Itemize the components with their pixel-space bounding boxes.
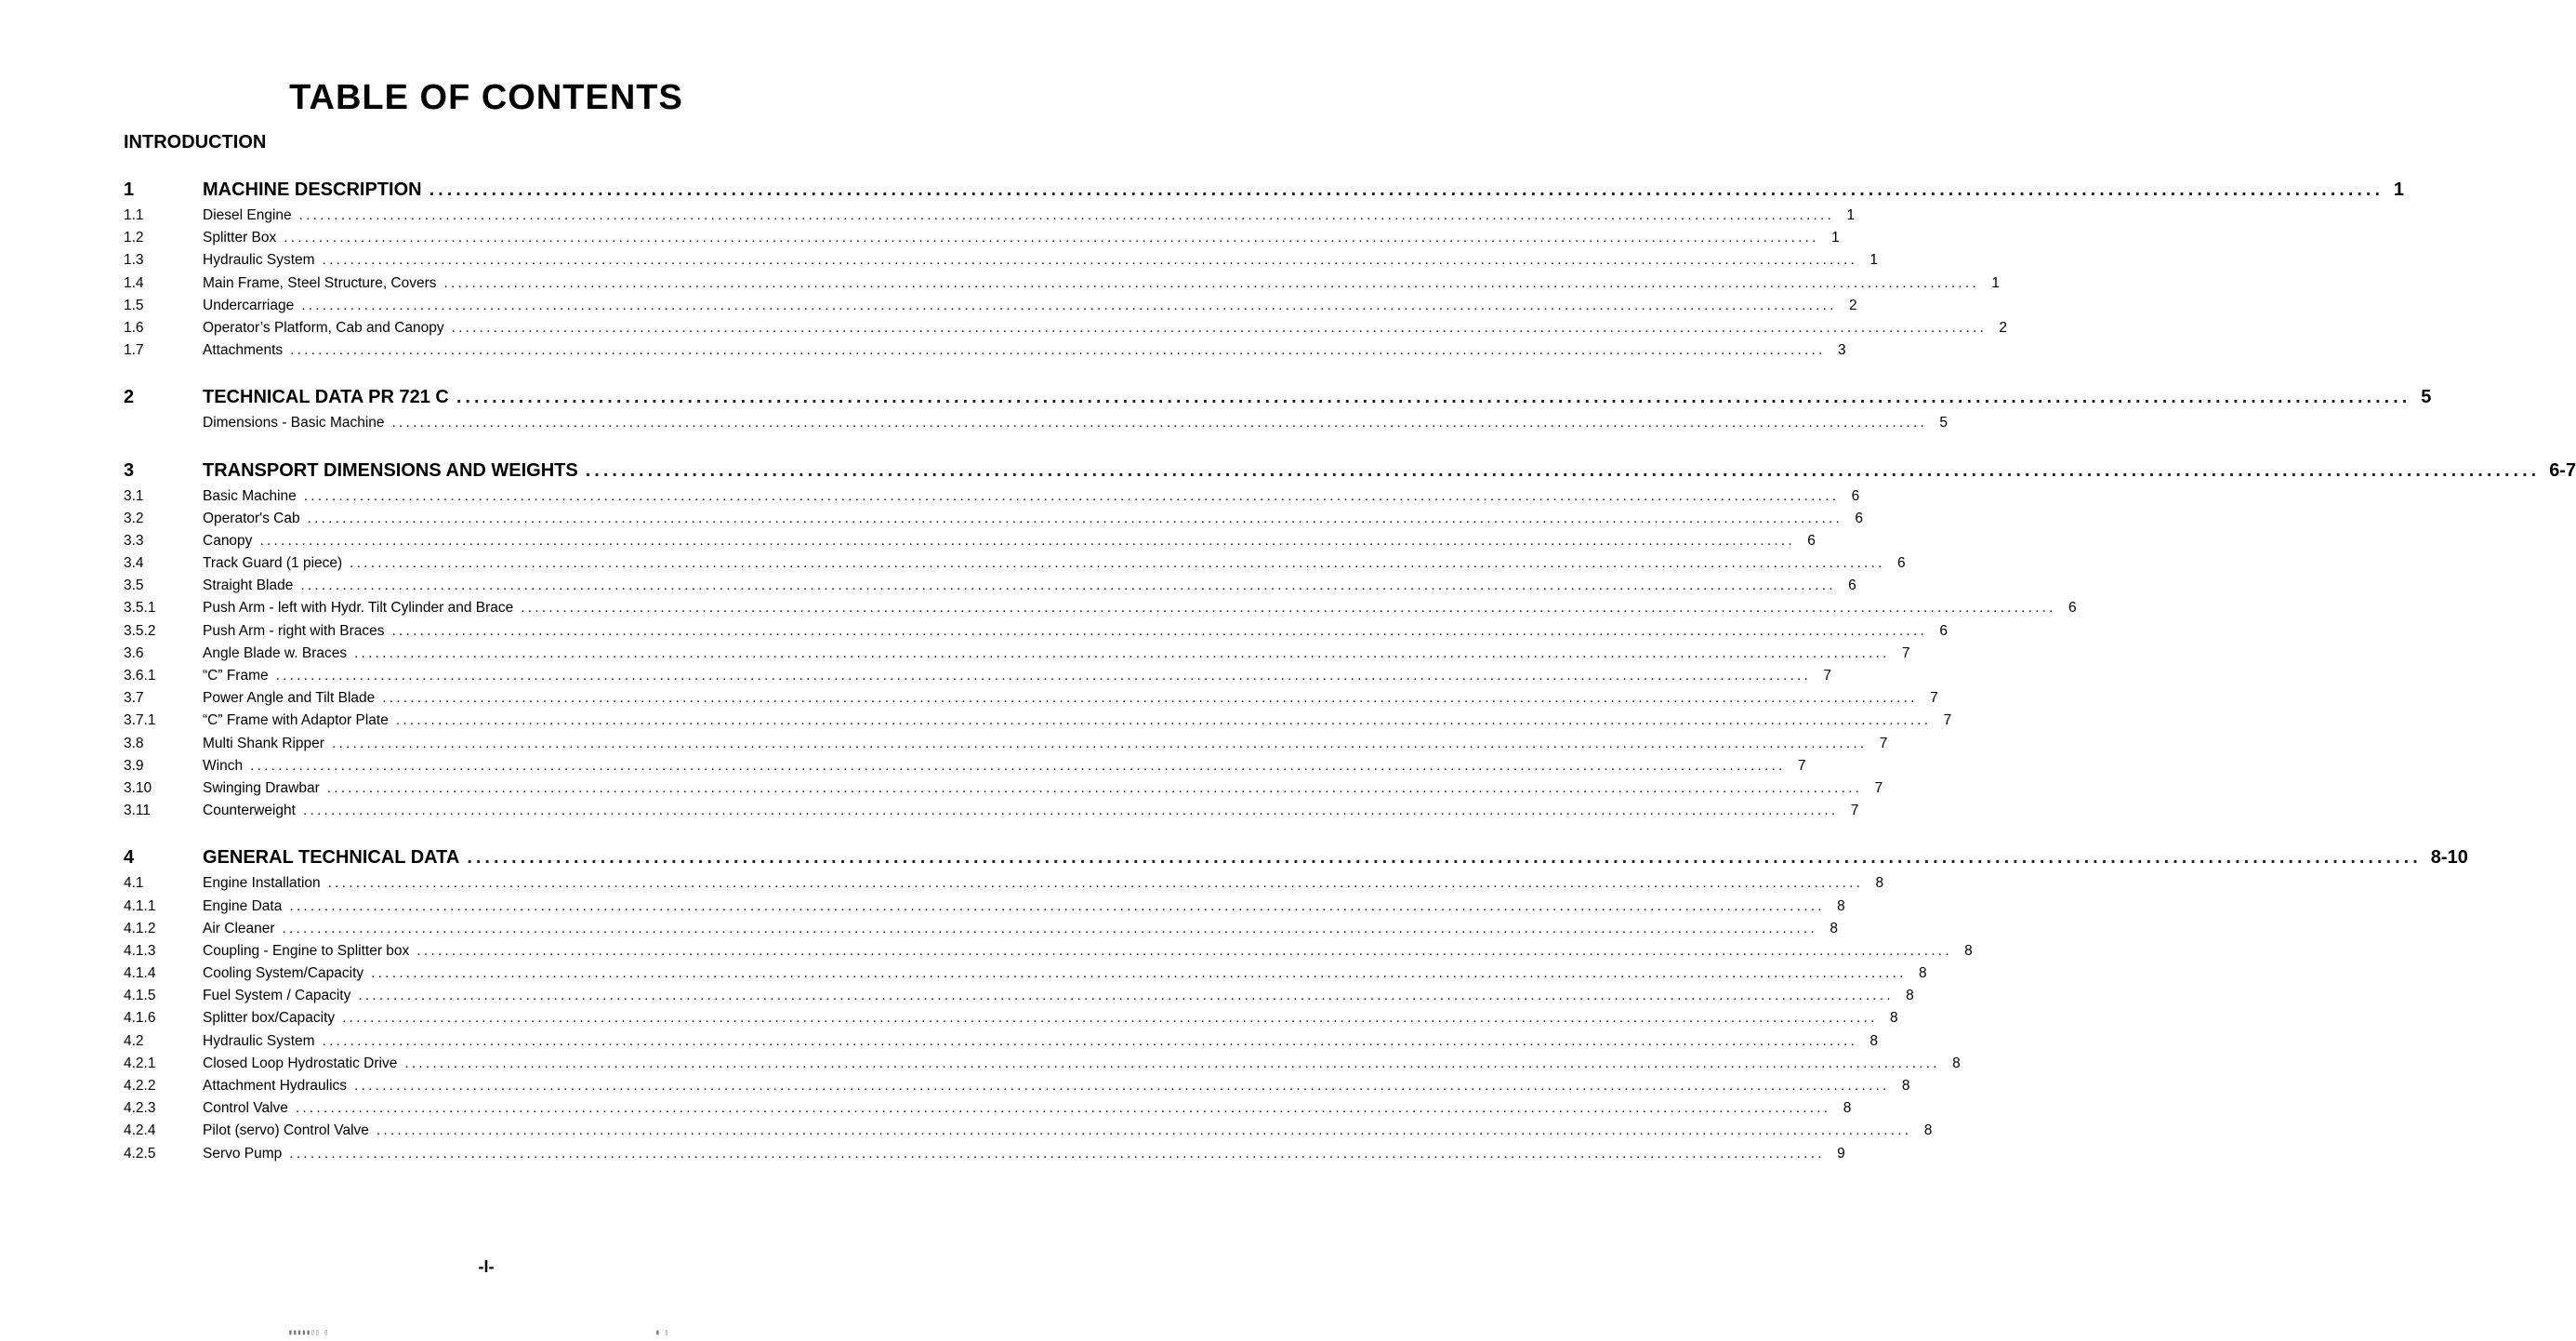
- dot-leader: ............................................................................................................................................................................................................................: [416, 942, 1952, 959]
- section-heading: [124, 843, 2468, 872]
- toc-entry-title: Winch: [203, 757, 244, 774]
- dot-leader: ............................................................................................................................................................................................................................: [354, 1078, 1890, 1094]
- toc-entry-title: Angle Blade w. Braces: [203, 644, 348, 661]
- section-heading-number: 3: [124, 459, 135, 481]
- dot-leader: ............................................................................................................................................................................................................................: [521, 600, 2056, 617]
- toc-entry: [124, 249, 1879, 272]
- toc-entry: [124, 918, 1838, 940]
- toc-entry-title: Push Arm - right with Braces: [203, 622, 385, 639]
- dot-leader: ............................................................................................................................................................................................................................: [275, 668, 1812, 684]
- dot-leader: ............................................................................................................................................................................................................................: [331, 735, 1868, 751]
- toc-entry-page: 8: [1964, 942, 1973, 959]
- toc-entry-number: 4.1.6: [124, 1010, 156, 1027]
- toc-entry-number: 4.1.4: [124, 965, 156, 982]
- toc-entry-page: 1: [1869, 252, 1879, 269]
- toc-entry: [124, 1143, 1845, 1165]
- dot-leader: ............................................................................................................................................................................................................................: [282, 920, 1817, 936]
- dot-leader: ............................................................................................................................................................................................................................: [326, 779, 1863, 796]
- dot-leader: ............................................................................................................................................................................................................................: [342, 1010, 1878, 1027]
- toc-entry: [124, 508, 1864, 530]
- toc-entry-number: 4.2.2: [124, 1078, 156, 1094]
- toc-entry: [124, 227, 1840, 249]
- dot-leader: ............................................................................................................................................................................................................................: [585, 459, 2541, 481]
- toc-entry: [124, 485, 1860, 508]
- toc-entry-number: 1.3: [124, 252, 144, 269]
- toc-entry: [124, 710, 1952, 732]
- toc-section: [124, 456, 2576, 823]
- dot-leader: ............................................................................................................................................................................................................................: [300, 578, 1836, 594]
- dot-leader: ............................................................................................................................................................................................................................: [456, 387, 2411, 408]
- toc-entry: [124, 412, 1948, 434]
- toc-entry-page: 8: [1837, 897, 1845, 914]
- toc-entry-page: 3: [1837, 342, 1846, 359]
- toc-entry-title: Pilot (servo) Control Valve: [203, 1122, 369, 1139]
- toc-entry-page: 8: [1918, 965, 1927, 982]
- toc-entry: [124, 872, 1884, 895]
- toc-entry-title: Engine Data: [203, 897, 283, 914]
- toc-section: [124, 175, 2405, 362]
- toc-entry-title: Canopy: [203, 532, 253, 549]
- dot-leader: ............................................................................................................................................................................................................................: [322, 252, 1858, 269]
- page-title: TABLE OF CONTENTS: [289, 78, 683, 117]
- toc-entry-number: 1.5: [124, 297, 144, 313]
- toc-entry-page: 8: [1889, 1010, 1898, 1027]
- toc-entry-title: Multi Shank Ripper: [203, 735, 324, 751]
- toc-entry-number: 3.8: [124, 735, 144, 751]
- toc-entry-title: Undercarriage: [203, 297, 295, 313]
- toc-entry-page: 8: [1952, 1055, 1961, 1071]
- dot-leader: ............................................................................................................................................................................................................................: [382, 690, 1918, 707]
- toc-entry-title: Attachment Hydraulics: [203, 1078, 348, 1094]
- toc-entry-number: 4.1.3: [124, 942, 156, 959]
- toc-entry: [124, 896, 1845, 918]
- toc-entry-page: 8: [1830, 920, 1838, 936]
- section-heading-title: GENERAL TECHNICAL DATA: [203, 847, 460, 869]
- toc-entry-title: Hydraulic System: [203, 1032, 315, 1049]
- toc-entry-page: 7: [1901, 644, 1910, 661]
- toc-entry-page: 7: [1943, 712, 1952, 729]
- toc-entry: [124, 552, 1906, 575]
- introduction-heading: INTRODUCTION: [124, 132, 267, 153]
- dot-leader: ............................................................................................................................................................................................................................: [327, 875, 1864, 892]
- toc-entry-title: Operator's Cab: [203, 510, 300, 526]
- toc-entry-number: 1.2: [124, 230, 144, 246]
- toc-entry-page: 6: [1807, 532, 1816, 549]
- toc-entry-title: Servo Pump: [203, 1145, 283, 1162]
- toc-entry: [124, 597, 2077, 619]
- toc-entry-page: 6: [2068, 600, 2077, 617]
- toc-entry-page: 1: [1846, 207, 1856, 223]
- dot-leader: ............................................................................................................................................................................................................................: [290, 342, 1826, 359]
- toc-entry-page: 2: [1999, 319, 2008, 336]
- toc-entry-number: 3.1: [124, 487, 144, 504]
- toc-entry: [124, 755, 1806, 777]
- toc-section: [124, 382, 2432, 434]
- toc-entry-page: 6: [1855, 510, 1864, 526]
- toc-entry: [124, 1075, 1910, 1097]
- toc-entry-title: Fuel System / Capacity: [203, 988, 351, 1004]
- section-heading-title: TRANSPORT DIMENSIONS AND WEIGHTS: [203, 459, 578, 481]
- toc-entry-title: Splitter Box: [203, 230, 277, 246]
- toc-entry-number: 3.10: [124, 779, 152, 796]
- dot-leader: ............................................................................................................................................................................................................................: [302, 803, 1839, 819]
- toc-entry-title: Main Frame, Steel Structure, Covers: [203, 274, 437, 291]
- dot-leader: ............................................................................................................................................................................................................................: [467, 847, 2422, 869]
- toc-entry-number: 3.3: [124, 532, 144, 549]
- toc-entry-title: Control Valve: [203, 1100, 288, 1117]
- section-heading-page: 8-10: [2430, 847, 2468, 869]
- toc-entry: [124, 1030, 1879, 1053]
- toc-entry: [124, 620, 1948, 643]
- toc-entry-title: Operator’s Platform, Cab and Canopy: [203, 319, 444, 336]
- dot-leader: ............................................................................................................................................................................................................................: [298, 207, 1835, 223]
- section-heading-number: 2: [124, 387, 135, 408]
- section-heading-number: 4: [124, 847, 135, 869]
- toc-entry-number: 3.11: [124, 803, 152, 819]
- toc-entry-title: Coupling - Engine to Splitter box: [203, 942, 410, 959]
- toc-entry-number: 4.2.4: [124, 1122, 156, 1139]
- dot-leader: ............................................................................................................................................................................................................................: [295, 1100, 1831, 1117]
- toc-entry-number: 3.7: [124, 690, 144, 707]
- toc-entry-number: 3.4: [124, 555, 144, 572]
- dot-leader: ............................................................................................................................................................................................................................: [350, 555, 1885, 572]
- dot-leader: ............................................................................................................................................................................................................................: [289, 1145, 1825, 1162]
- toc-entry-title: Diesel Engine: [203, 207, 292, 223]
- toc-entry-number: 3.5: [124, 578, 144, 594]
- dot-leader: ............................................................................................................................................................................................................................: [376, 1122, 1912, 1139]
- toc-entry: [124, 665, 1832, 687]
- toc-entry: [124, 687, 1938, 710]
- toc-section: [124, 843, 2468, 1164]
- toc-entry-page: 7: [1930, 690, 1938, 707]
- dot-leader: ............................................................................................................................................................................................................................: [395, 712, 1932, 729]
- toc-entry-page: 6: [1848, 578, 1856, 594]
- toc-entry-page: 8: [1901, 1078, 1910, 1094]
- toc-entry: [124, 530, 1816, 552]
- toc-entry-title: Counterweight: [203, 803, 296, 819]
- dot-leader: ............................................................................................................................................................................................................................: [284, 230, 1819, 246]
- toc-entry-number: 1.6: [124, 319, 144, 336]
- toc-entry: [124, 575, 1856, 597]
- toc-entry-page: 1: [1831, 230, 1840, 246]
- toc-entry-page: 6: [1851, 487, 1860, 504]
- toc-entry-page: 5: [1939, 415, 1948, 432]
- section-heading: [124, 456, 2576, 485]
- toc-entry-page: 7: [1823, 668, 1832, 684]
- toc-entry-title: Basic Machine: [203, 487, 297, 504]
- toc-entry-number: 4.2.5: [124, 1145, 156, 1162]
- toc-entry-page: 6: [1939, 622, 1948, 639]
- toc-entry: [124, 272, 2000, 295]
- toc-entry-number: 4.1.5: [124, 988, 156, 1004]
- dot-leader: ............................................................................................................................................................................................................................: [404, 1055, 1940, 1071]
- toc-entry-number: 3.5.1: [124, 600, 156, 617]
- toc-entry: [124, 1097, 1852, 1120]
- toc-entry-number: 4.1: [124, 875, 144, 892]
- toc-entry-page: 7: [1874, 779, 1883, 796]
- toc-entry: [124, 985, 1914, 1007]
- page-number-footer: -I-: [478, 1257, 495, 1276]
- toc-entry-page: 1: [1991, 274, 2000, 291]
- toc-entry: [124, 800, 1859, 822]
- toc-entry: [124, 1007, 1898, 1029]
- section-heading-page: 1: [2393, 179, 2405, 200]
- section-heading-page: 6-7: [2549, 459, 2576, 481]
- dot-leader: ............................................................................................................................................................................................................................: [322, 1032, 1858, 1049]
- section-heading-page: 5: [2421, 387, 2432, 408]
- section-heading: [124, 175, 2405, 205]
- toc-entry-page: 7: [1879, 735, 1888, 751]
- toc-entry-title: Closed Loop Hydrostatic Drive: [203, 1055, 398, 1071]
- toc-entry-title: Cooling System/Capacity: [203, 965, 364, 982]
- toc-entry-number: 1.7: [124, 342, 144, 359]
- toc-entry-number: 3.2: [124, 510, 144, 526]
- toc-entry-number: 4.2.1: [124, 1055, 156, 1071]
- toc-entry-title: Attachments: [203, 342, 284, 359]
- toc-entry-number: 3.6: [124, 644, 144, 661]
- section-heading-number: 1: [124, 179, 135, 200]
- toc-entry-number: 3.7.1: [124, 712, 156, 729]
- dot-leader: ............................................................................................................................................................................................................................: [391, 415, 1927, 432]
- toc-entry-page: 7: [1797, 757, 1806, 774]
- toc-entry-title: “C” Frame: [203, 668, 269, 684]
- toc-entry-number: 3.6.1: [124, 668, 156, 684]
- toc-entry: [124, 205, 1856, 227]
- toc-entry-number: 3.5.2: [124, 622, 156, 639]
- toc-entry: [124, 643, 1910, 665]
- toc-entry-number: 3.9: [124, 757, 144, 774]
- toc-entry-title: Push Arm - left with Hydr. Tilt Cylinder and Brace: [203, 600, 514, 617]
- dot-leader: ............................................................................................................................................................................................................................: [259, 532, 1795, 549]
- section-heading-title: MACHINE DESCRIPTION: [203, 179, 422, 200]
- toc-entry: [124, 777, 1883, 800]
- toc-entry-page: 7: [1850, 803, 1859, 819]
- toc-entry-title: Straight Blade: [203, 578, 294, 594]
- dot-leader: ............................................................................................................................................................................................................................: [250, 757, 1786, 774]
- dot-leader: ............................................................................................................................................................................................................................: [301, 297, 1837, 313]
- toc-entry-page: 2: [1849, 297, 1857, 313]
- toc-entry-title: Engine Installation: [203, 875, 321, 892]
- toc-entry-number: 4.2: [124, 1032, 144, 1049]
- toc-entry-page: 8: [1923, 1122, 1933, 1139]
- section-heading-title: TECHNICAL DATA PR 721 C: [203, 387, 449, 408]
- dot-leader: ............................................................................................................................................................................................................................: [451, 319, 1988, 336]
- scan-artifact-marks: ▮▮▮▮▮▯▯ ▯ ▮ ▯: [288, 1328, 669, 1336]
- toc-entry-title: Hydraulic System: [203, 252, 315, 269]
- dot-leader: ............................................................................................................................................................................................................................: [289, 897, 1825, 914]
- toc-entry: [124, 940, 1973, 963]
- dot-leader: ............................................................................................................................................................................................................................: [354, 644, 1890, 661]
- toc-entry-number: 4.1.2: [124, 920, 156, 936]
- toc-entry-title: Power Angle and Tilt Blade: [203, 690, 376, 707]
- toc-entry-number: 1.1: [124, 207, 144, 223]
- dot-leader: ............................................................................................................................................................................................................................: [443, 274, 1979, 291]
- toc-entry-number: 4.1.1: [124, 897, 156, 914]
- dot-leader: ............................................................................................................................................................................................................................: [391, 622, 1927, 639]
- toc-entry-title: Swinging Drawbar: [203, 779, 320, 796]
- toc-entry-title: Air Cleaner: [203, 920, 275, 936]
- dot-leader: ............................................................................................................................................................................................................................: [303, 487, 1840, 504]
- toc-entry-title: Dimensions - Basic Machine: [203, 415, 385, 432]
- toc-entry-title: “C” Frame with Adaptor Plate: [203, 712, 389, 729]
- toc-entry: [124, 1120, 1933, 1142]
- toc-entry-number: 4.2.3: [124, 1100, 156, 1117]
- toc-entry: [124, 339, 1846, 362]
- toc-entry-page: 8: [1843, 1100, 1852, 1117]
- dot-leader: ............................................................................................................................................................................................................................: [307, 510, 1843, 526]
- toc-entry-number: 1.4: [124, 274, 144, 291]
- table-of-contents: [124, 175, 2576, 1186]
- dot-leader: ............................................................................................................................................................................................................................: [358, 988, 1894, 1004]
- toc-entry: [124, 295, 1857, 317]
- dot-leader: ............................................................................................................................................................................................................................: [371, 965, 1907, 982]
- toc-entry-title: Splitter box/Capacity: [203, 1010, 336, 1027]
- toc-entry: [124, 317, 2008, 339]
- toc-entry-title: Track Guard (1 piece): [203, 555, 343, 572]
- toc-entry-page: 6: [1896, 555, 1906, 572]
- dot-leader: ............................................................................................................................................................................................................................: [429, 179, 2384, 200]
- toc-entry: [124, 963, 1927, 985]
- toc-entry-page: 9: [1837, 1145, 1845, 1162]
- toc-entry-page: 8: [1906, 988, 1914, 1004]
- toc-entry-page: 8: [1875, 875, 1884, 892]
- toc-entry: [124, 1053, 1961, 1075]
- section-heading: [124, 382, 2432, 412]
- toc-entry-page: 8: [1869, 1032, 1879, 1049]
- toc-entry: [124, 733, 1888, 755]
